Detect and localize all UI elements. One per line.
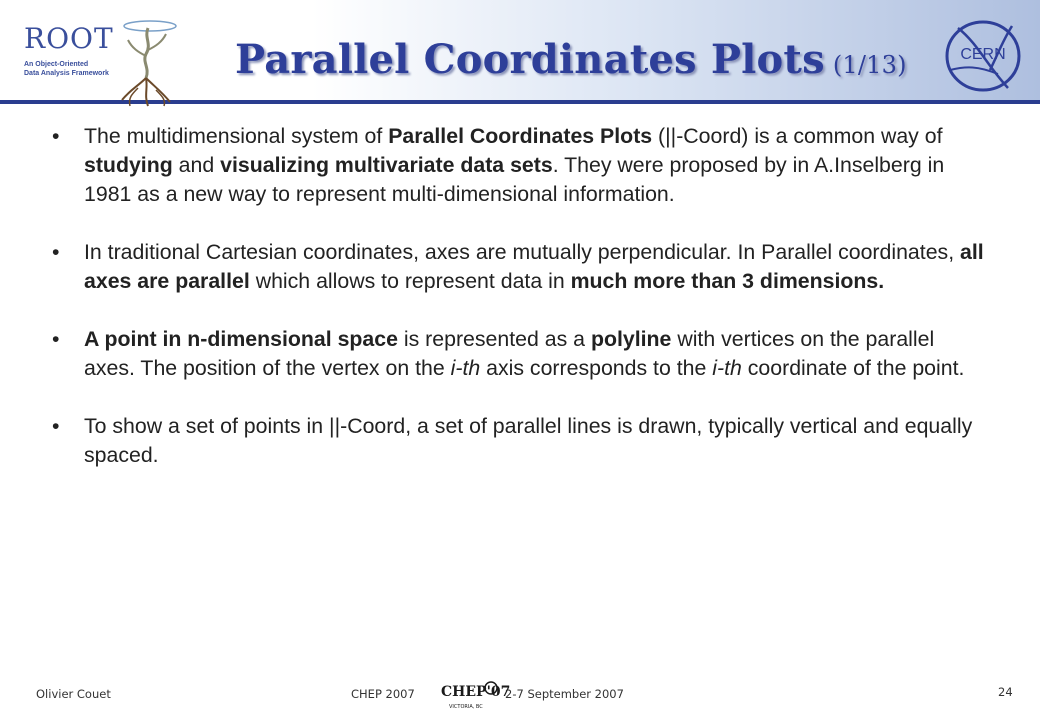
bullet-item: [52, 412, 987, 470]
slide-counter: (1/13): [832, 51, 907, 79]
slide-body: [52, 122, 987, 470]
footer-conference: CHEP 2007: [351, 687, 415, 701]
bullet-text-segment: The multidimensional system of: [84, 124, 389, 148]
bullet-text-segment: i-th: [450, 356, 481, 380]
root-logo: [8, 8, 178, 100]
bullet-marker: •: [52, 240, 60, 264]
bullet-item: [52, 325, 987, 383]
footer-dates: 2-7 September 2007: [505, 687, 624, 701]
cern-logo: [938, 14, 1028, 98]
bullet-text-segment: Parallel Coordinates Plots: [388, 124, 653, 148]
bullet-text-segment: which allows to represent data in: [249, 269, 571, 293]
page-number: 24: [998, 685, 1013, 699]
chep-logo-text: CHEP'07: [441, 684, 511, 700]
bullet-text-segment: much more than 3 dimensions.: [570, 269, 885, 293]
bullet-text-segment: In traditional Cartesian coordinates, axes are mutually perpendicular. In Parallel coordinates,: [84, 240, 961, 264]
bullet-text-segment: To show a set of points in ||-Coord, a set of parallel lines is drawn, typically vertical and equally spaced.: [84, 414, 973, 467]
root-tree-figure-icon: [108, 16, 183, 108]
bullet-text-segment: axis corresponds to the: [480, 356, 713, 380]
root-tagline-line2: Data Analysis Framework: [24, 70, 109, 77]
bullet-text-segment: with vertices on the parallel axes. The position of the vertex on the: [84, 327, 935, 380]
bullet-item: [52, 122, 987, 209]
footer-author: Olivier Couet: [36, 687, 111, 701]
root-tagline-line1: An Object-Oriented: [24, 61, 89, 68]
bullet-item: [52, 238, 987, 296]
bullet-text-segment: A point in n-dimensional space: [84, 327, 398, 351]
bullet-text-segment: (||-Coord) is a common way of: [652, 124, 943, 148]
bullet-text-segment: i-th: [712, 356, 742, 380]
slide-title-text: Parallel Coordinates Plots: [235, 36, 825, 83]
bullet-marker: •: [52, 124, 60, 148]
bullet-text-segment: studying: [84, 153, 173, 177]
root-wordmark: ROOT: [24, 22, 114, 55]
bullet-text-segment: and: [172, 153, 221, 177]
chep07-logo: [439, 678, 511, 712]
slide-title: [235, 36, 907, 83]
bullet-text-segment: . They were proposed by in A.Inselberg in 1981 as a new way to represent multi-dimensional information.: [84, 153, 945, 206]
cern-logo-text: CERN: [960, 46, 1006, 63]
bullet-text-segment: polyline: [590, 327, 672, 351]
chep-logo-subtext: VICTORIA, BC: [449, 704, 483, 710]
bullet-text-segment: all axes are parallel: [84, 240, 984, 293]
bullet-text-segment: coordinate of the point.: [741, 356, 965, 380]
bullet-marker: •: [52, 414, 60, 438]
bullet-marker: •: [52, 327, 60, 351]
bullet-text-segment: is represented as a: [397, 327, 591, 351]
bullet-text-segment: visualizing multivariate data sets: [220, 153, 553, 177]
